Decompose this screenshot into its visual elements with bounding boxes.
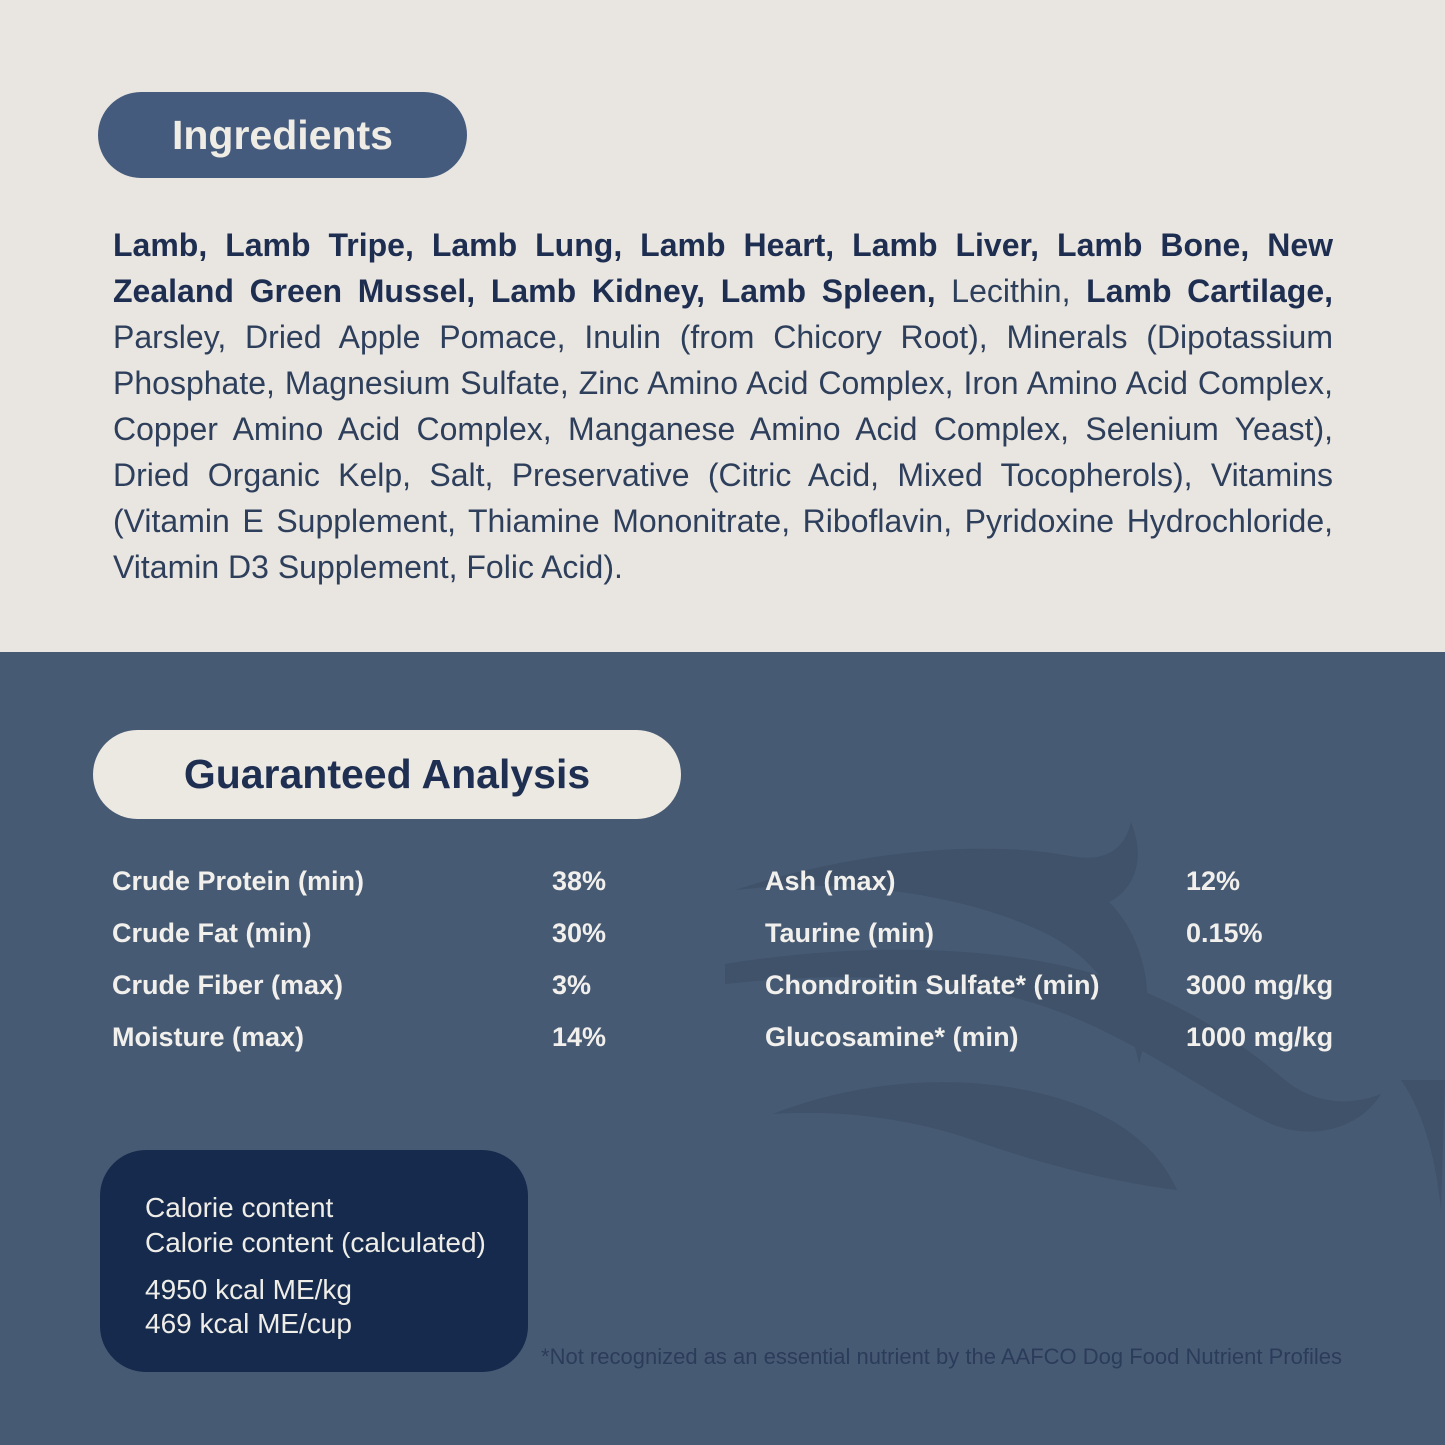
analysis-row-value: 1000 mg/kg <box>1186 1022 1334 1052</box>
calorie-content-calculated-label: Calorie content (calculated) <box>145 1227 486 1258</box>
ingredients-heading-pill <box>98 92 467 178</box>
analysis-row-label: Crude Fat (min) <box>112 918 312 948</box>
analysis-row-value: 3% <box>552 970 592 1000</box>
calorie-card-content <box>145 1190 486 1341</box>
analysis-row-value: 3000 mg/kg <box>1186 970 1334 1000</box>
analysis-row-label: Moisture (max) <box>112 1022 305 1052</box>
ingredient-run: Lecithin, <box>935 273 1087 309</box>
ingredients-heading: Ingredients <box>172 111 393 158</box>
calorie-content-label: Calorie content <box>145 1192 334 1223</box>
analysis-row-label: Crude Fiber (max) <box>112 970 344 1000</box>
guaranteed-analysis-section <box>0 652 1445 1445</box>
analysis-row-value: 30% <box>552 918 607 948</box>
analysis-column-left <box>112 864 772 1072</box>
analysis-row <box>112 968 772 1020</box>
ingredient-run-bold: Lamb Cartilage, <box>1086 273 1334 309</box>
analysis-row-value: 38% <box>552 866 607 896</box>
analysis-row-label: Crude Protein (min) <box>112 866 365 896</box>
analysis-row-value: 12% <box>1186 866 1241 896</box>
analysis-row <box>765 864 1425 916</box>
ingredient-run: Parsley, Dried Apple Pomace, Inulin (from Chicory Root), Minerals (Dipotassium Phosphate, Magnesium Sulfate, Zinc Amino Acid Complex, Iron Amino Acid Complex, Copper Amino Acid Complex, Manganese Amino Acid Complex, Selenium Yeast), Dried Organic Kelp, Salt, Preservative (Citric Acid, Mixed Tocopherols), Vitamins (Vitamin E Supplement, Thiamine Mononitrate, Riboflavin, Pyridoxine Hydrochloride, Vitamin D3 Supplement, Folic Acid). <box>113 319 1333 585</box>
analysis-row-label: Taurine (min) <box>765 918 935 948</box>
ingredient-run-bold: Lamb, Lamb Tripe, Lamb Lung, Lamb Heart, Lamb Liver, Lamb Bone, New Zealand Green Mussel, Lamb Kidney, Lamb Spleen, <box>113 227 1333 309</box>
analysis-row-label: Glucosamine* (min) <box>765 1022 1019 1052</box>
analysis-row <box>765 1020 1425 1072</box>
analysis-row <box>112 916 772 968</box>
kcal-per-cup: 469 kcal ME/cup <box>145 1308 352 1339</box>
analysis-row <box>112 1020 772 1072</box>
guaranteed-analysis-heading: Guaranteed Analysis <box>183 751 591 797</box>
ingredients-section <box>0 0 1445 652</box>
analysis-row <box>765 968 1425 1020</box>
aafco-footnote: *Not recognized as an essential nutrient by the AAFCO Dog Food Nutrient Profiles <box>541 1344 1342 1369</box>
ingredients-paragraph <box>113 222 1333 590</box>
analysis-row-label: Chondroitin Sulfate* (min) <box>765 970 1100 1000</box>
analysis-row <box>765 916 1425 968</box>
analysis-row-label: Ash (max) <box>765 866 896 896</box>
guaranteed-analysis-heading-pill <box>93 730 681 819</box>
analysis-column-right <box>765 864 1425 1072</box>
analysis-row-value: 14% <box>552 1022 607 1052</box>
analysis-row-value: 0.15% <box>1186 918 1263 948</box>
analysis-row <box>112 864 772 916</box>
kcal-per-kg: 4950 kcal ME/kg <box>145 1274 352 1305</box>
calorie-card <box>100 1150 528 1372</box>
